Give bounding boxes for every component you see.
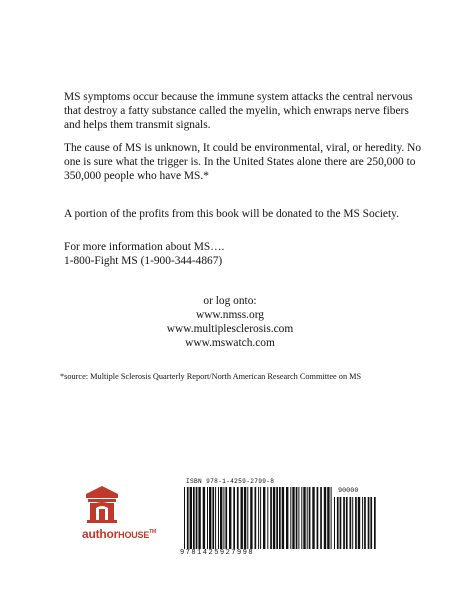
barcode-bar <box>198 487 200 549</box>
barcode-bar <box>203 487 205 549</box>
barcode-bar <box>303 487 305 549</box>
logon-heading: or log onto: <box>203 295 257 307</box>
website-link[interactable]: www.mswatch.com <box>185 337 275 349</box>
price-code-label: 90000 <box>338 487 359 495</box>
barcode-bar <box>223 487 224 549</box>
barcode-bar <box>364 497 366 549</box>
barcode-bar <box>225 487 227 549</box>
barcode-bar <box>207 487 208 549</box>
contact-info <box>64 240 424 268</box>
barcode-bar <box>229 487 231 549</box>
barcode-bar <box>267 487 268 549</box>
barcode-bar <box>374 497 376 549</box>
barcode-bar <box>331 487 332 549</box>
barcode-bar <box>320 487 322 549</box>
isbn-label: ISBN 978-1-4259-2799-8 <box>186 478 275 485</box>
barcode-bar <box>309 487 311 549</box>
barcode-bar <box>324 487 326 549</box>
barcode-number: 9781425927998 <box>180 549 255 557</box>
barcode-bar <box>362 497 363 549</box>
barcode-bar <box>273 487 275 549</box>
barcode-bar <box>298 487 299 549</box>
barcode-bar <box>215 487 216 549</box>
barcode-bar <box>317 487 319 549</box>
barcode-bar <box>209 487 211 549</box>
barcode-bar <box>296 487 298 549</box>
barcode-bar <box>260 487 261 549</box>
contact-phone: 1-800-Fight MS (1-900-344-4867) <box>64 255 223 267</box>
barcode-bar <box>355 497 357 549</box>
authorhouse-arch-icon <box>82 484 122 524</box>
barcode-bar <box>190 487 192 549</box>
barcode-bar <box>282 487 284 549</box>
barcode-bar <box>337 497 339 549</box>
barcode-bar <box>250 487 252 549</box>
barcode-bar <box>212 487 214 549</box>
donation-paragraph: A portion of the profits from this book will be donated to the MS Society. <box>64 208 399 220</box>
barcode-bar <box>343 497 345 549</box>
barcode-bar <box>187 487 189 549</box>
barcode-bar <box>196 487 198 549</box>
price-barcode <box>334 497 376 549</box>
barcode-bar <box>258 487 259 549</box>
ms-cause-paragraph: The cause of MS is unknown, It could be environmental, viral, or heredity. No one is sure what the trigger is. In the United States alone there are 250,000 to 350,000 people who have MS.* <box>64 142 422 182</box>
website-link[interactable]: www.multiplesclerosis.com <box>166 323 294 335</box>
barcode-bar <box>327 487 329 549</box>
barcode-bar <box>352 497 353 549</box>
barcode-bar <box>218 487 219 549</box>
barcode-bar <box>255 487 257 549</box>
barcode-bar <box>286 487 288 549</box>
barcode-bar <box>290 487 291 549</box>
barcode-bar <box>247 487 248 549</box>
barcode-bar <box>340 497 342 549</box>
web-resources <box>100 294 360 350</box>
barcode-bar <box>241 487 243 549</box>
barcode-bar <box>368 497 370 549</box>
barcode-bar <box>276 487 278 549</box>
barcode-bar <box>244 487 246 549</box>
ms-symptoms-paragraph: MS symptoms occur because the immune system attacks the central nervous that destroy a fatty substance called the myelin, which enwraps nerve fibers and helps them transmit signals. <box>64 91 413 131</box>
barcode-bar <box>233 487 235 549</box>
barcode-bar <box>184 487 185 549</box>
barcode-bar <box>279 487 281 549</box>
barcode-bar <box>334 497 335 549</box>
barcode-bar <box>346 497 348 549</box>
isbn-barcode <box>180 478 380 564</box>
barcode-bar <box>270 487 272 549</box>
barcode-bar <box>301 487 302 549</box>
barcode-bar <box>370 497 372 549</box>
barcode-bar <box>307 487 308 549</box>
source-footnote: *source: Multiple Sclerosis Quarterly Report/North American Research Committee on MS <box>60 372 362 381</box>
barcode-bar <box>220 487 222 549</box>
barcode-bar <box>292 487 294 549</box>
barcode-bar <box>350 497 352 549</box>
contact-heading: For more information about MS…. <box>64 241 225 253</box>
website-link[interactable]: www.nmss.org <box>195 309 265 321</box>
barcode-bar <box>193 487 195 549</box>
barcode-bar <box>358 497 360 549</box>
ean-barcode <box>184 487 332 549</box>
barcode-bar <box>237 487 239 549</box>
barcode-bar <box>312 487 314 549</box>
barcode-bar <box>263 487 265 549</box>
publisher-wordmark: authorHOUSE™ <box>82 527 156 541</box>
